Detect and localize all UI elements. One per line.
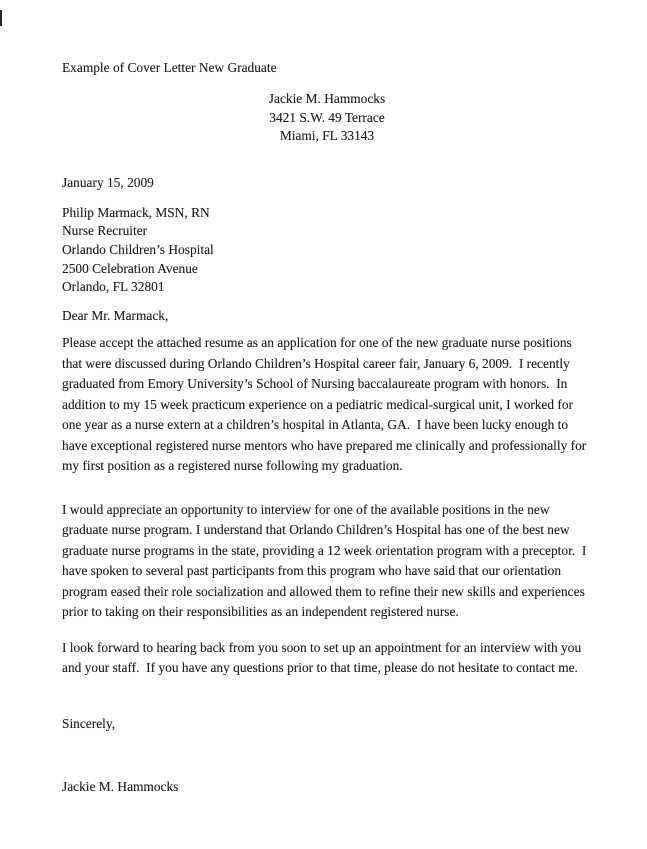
body-paragraph-3: I look forward to hearing back from you soon to set up an appointment for an interview with you and your staff. If you have any questions prior to that time, please do not hesitate to contact me. bbox=[62, 639, 585, 676]
letter-date: January 15, 2009 bbox=[62, 174, 154, 190]
recipient-address-block bbox=[62, 204, 592, 298]
recipient-organization: Orlando Children’s Hospital bbox=[62, 241, 214, 257]
letter-content bbox=[62, 58, 592, 796]
recipient-job-title: Nurse Recruiter bbox=[62, 223, 148, 239]
recipient-name: Philip Marmack, MSN, RN bbox=[62, 204, 210, 220]
closing-valediction: Sincerely, bbox=[62, 715, 116, 731]
body-paragraph-1: Please accept the attached resume as an application for one of the new graduate nurse positions that were discussed during Orlando Children’s Hospital career fair, January 6, 2009. I recently graduated from Emory University’s School of Nursing baccalaureate program with honors. In addition to my 15 week practicum experience on a pediatric medical-surgical unit, I worked for one year as a nurse extern at a children’s hospital in Atlanta, GA. I have been lucky enough to have exceptional registered nurse mentors who have prepared me clinically and professionally for my first position as a registered nurse following my graduation. bbox=[62, 335, 590, 474]
body-paragraph-2: I would appreciate an opportunity to interview for one of the available positions in the new graduate nurse program. I understand that Orlando Children’s Hospital has one of the best new graduate nurse programs in the state, providing a 12 week orientation program with a preceptor. I have spoken to several past participants from this program who have said that our orientation program eased their role socialization and allowed them to refine their new skills and experiences prior to taking on their responsibilities as an independent registered nurse. bbox=[62, 501, 590, 620]
sender-name: Jackie M. Hammocks bbox=[268, 91, 386, 106]
document-title: Example of Cover Letter New Graduate bbox=[62, 60, 277, 75]
sender-city: Miami, FL 33143 bbox=[279, 128, 375, 143]
recipient-city: Orlando, FL 32801 bbox=[62, 279, 165, 295]
sender-address-block bbox=[62, 90, 592, 146]
scan-artifact-mark bbox=[0, 10, 2, 26]
signature-name: Jackie M. Hammocks bbox=[62, 778, 179, 794]
recipient-street: 2500 Celebration Avenue bbox=[62, 260, 198, 276]
sender-street: 3421 S.W. 49 Terrace bbox=[269, 109, 385, 125]
salutation: Dear Mr. Marmack, bbox=[62, 308, 169, 324]
